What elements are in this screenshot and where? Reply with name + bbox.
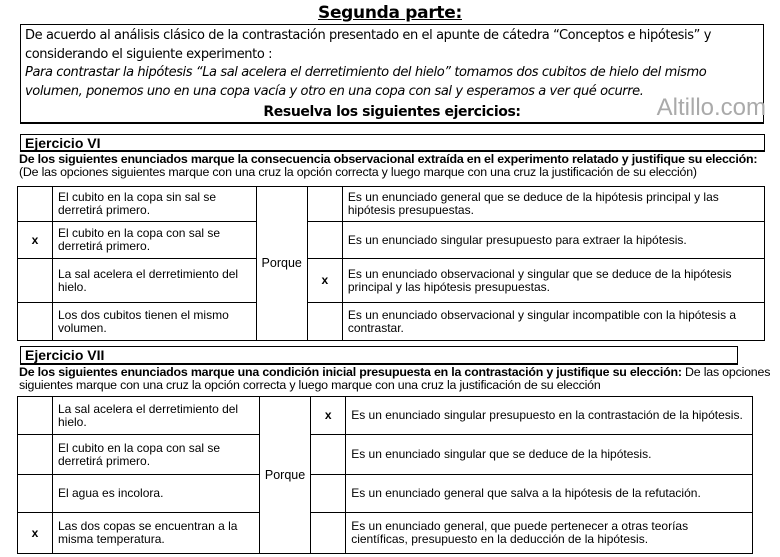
table-row — [18, 187, 765, 222]
justification-text: Es un enunciado observacional y singular incompatible con la hipótesis a contrastar. — [342, 303, 764, 341]
option-checkbox[interactable] — [18, 187, 53, 222]
table-row — [18, 435, 753, 475]
option-checkbox[interactable] — [18, 397, 53, 435]
table-row — [18, 513, 753, 554]
justification-checkbox[interactable] — [307, 222, 342, 259]
ej6-table — [17, 186, 765, 341]
justification-text: Es un enunciado singular que se deduce de la hipótesis. — [346, 435, 753, 475]
ej7-table — [17, 396, 753, 554]
justification-text: Es un enunciado singular presupuesto en la contrastación de la hipótesis. — [346, 397, 753, 435]
section-title: Segunda parte: — [318, 3, 462, 23]
ej6-title: Ejercicio VI — [20, 134, 765, 152]
justification-checkbox[interactable] — [311, 435, 346, 475]
option-text: La sal acelera el derretimiento del hielo. — [53, 259, 257, 303]
option-text: La sal acelera el derretimiento del hielo. — [53, 397, 260, 435]
table-row — [18, 222, 765, 259]
ej6-instr-bold: De los siguientes enunciados marque la consecuencia observacional extraída en el experimento relatado y justifique su elección: — [19, 152, 758, 166]
option-checkbox[interactable] — [18, 259, 53, 303]
ej7-instr-bold: De los siguientes enunciados marque una condición inicial presupuesta en la contrastación y justifique su elección: — [19, 365, 682, 379]
justification-checkbox[interactable]: x — [307, 259, 342, 303]
table-row — [18, 259, 765, 303]
option-text: Los dos cubitos tienen el mismo volumen. — [53, 303, 257, 341]
option-checkbox[interactable]: x — [18, 222, 53, 259]
porque-label: Porque — [259, 397, 310, 554]
justification-text: Es un enunciado singular presupuesto para extraer la hipótesis. — [342, 222, 764, 259]
justification-checkbox[interactable]: x — [311, 397, 346, 435]
porque-label: Porque — [256, 187, 307, 341]
option-text: El cubito en la copa con sal se derretirá primero. — [53, 435, 260, 475]
justification-text: Es un enunciado general que salva a la hipótesis de la refutación. — [346, 475, 753, 513]
option-text: El cubito en la copa con sal se derretirá primero. — [53, 222, 257, 259]
justification-checkbox[interactable] — [307, 303, 342, 341]
resuelva-heading: Resuelva los siguientes ejercicios: — [263, 104, 521, 120]
ej7-instructions — [19, 366, 779, 392]
justification-checkbox[interactable] — [311, 513, 346, 554]
ej7-instr: De las opciones siguientes marque con una cruz la opción correcta y luego marque con una cruz la justificación de su elección — [19, 365, 771, 392]
experiment-text: Para contrastar la hipótesis “La sal acelera el derretimiento del hielo” tomamos dos cubitos de hielo del mismo volumen, ponemos uno en una copa vacía y otro en una copa con sal y esperamos a ver qué ocurre. — [25, 65, 707, 99]
justification-text: Es un enunciado general, que puede pertenecer a otras teorías científicas, presupuesto en la deducción de la hipótesis. — [346, 513, 753, 554]
ej6-instr: (De las opciones siguientes marque con una cruz la opción correcta y luego marque con una cruz la justificación de su elección) — [19, 165, 697, 179]
option-text: Las dos copas se encuentran a la misma temperatura. — [53, 513, 260, 554]
justification-text: Es un enunciado general que se deduce de la hipótesis principal y las hipótesis presupuestas. — [342, 187, 764, 222]
justification-checkbox[interactable] — [307, 187, 342, 222]
ej6-instructions — [19, 153, 779, 179]
intro-text: De acuerdo al análisis clásico de la contrastación presentado en el apunte de cátedra “Conceptos e hipótesis” y considerando el siguiente experimento : — [25, 28, 711, 62]
option-checkbox[interactable] — [18, 475, 53, 513]
intro-box — [20, 24, 764, 124]
table-row — [18, 303, 765, 341]
justification-text: Es un enunciado observacional y singular que se deduce de la hipótesis principal y las hipótesis presupuestas. — [342, 259, 764, 303]
option-text: El agua es incolora. — [53, 475, 260, 513]
option-text: El cubito en la copa sin sal se derretirá primero. — [53, 187, 257, 222]
option-checkbox[interactable]: x — [18, 513, 53, 554]
table-row — [18, 397, 753, 435]
option-checkbox[interactable] — [18, 435, 53, 475]
table-row — [18, 475, 753, 513]
option-checkbox[interactable] — [18, 303, 53, 341]
watermark: Altillo.com — [656, 94, 766, 121]
ej7-title: Ejercicio VII — [20, 346, 738, 365]
justification-checkbox[interactable] — [311, 475, 346, 513]
